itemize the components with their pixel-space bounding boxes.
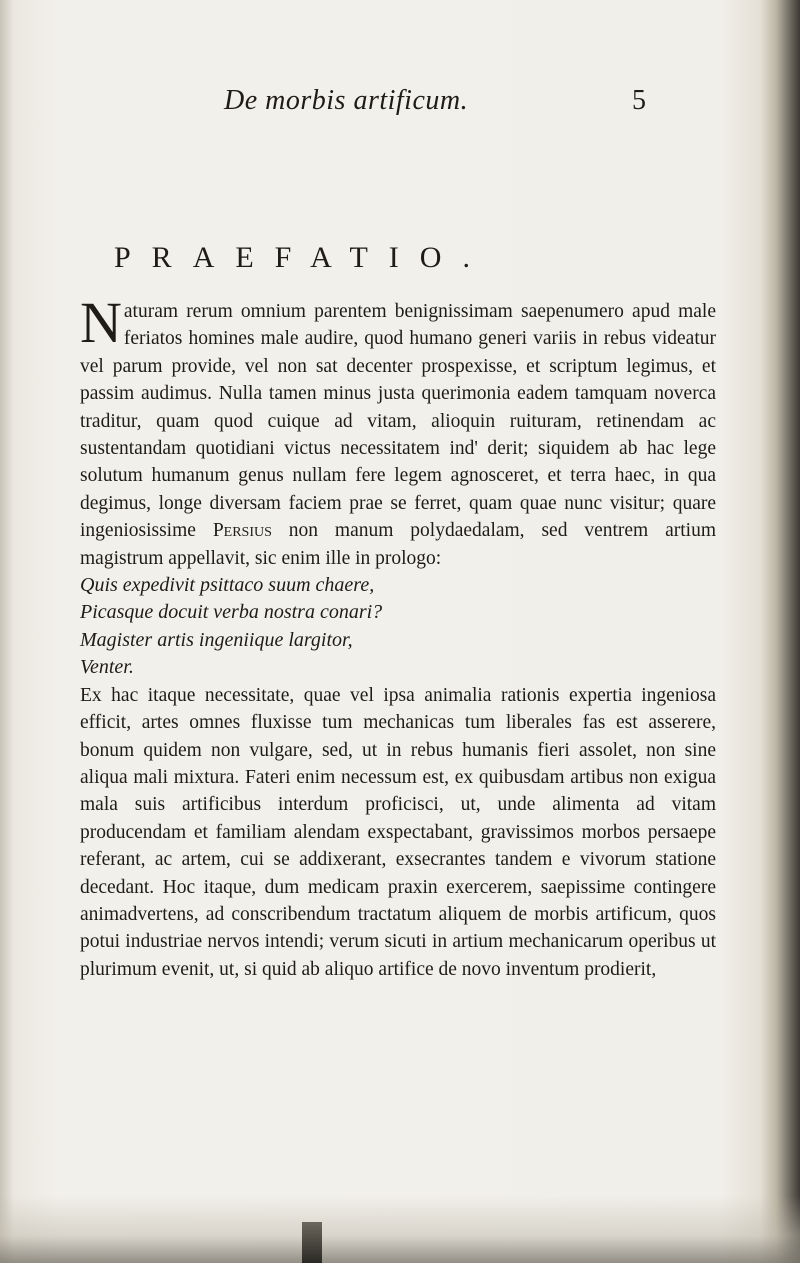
verse-line: Quis expedivit psittaco suum chaere, — [80, 574, 375, 597]
author-name: Persius — [212, 520, 272, 542]
body-text — [80, 290, 717, 983]
paragraph-1-text: aturam rerum omnium parentem benignissimam saepenumero apud male feriatos homines male audire, quod humano generi variis in rebus videatur vel parum provide, vel non sat decenter prospexisse, et scriptum legimus, et passim audimus. Nulla tamen minus justa querimonia eadem tamquam noverca traditur, quam quod cuique ad vitam, alioquin ruituram, retinendam ac sustentandam quotidiani victus necessitatem ind' derit; siquidem ab hac lege solutum humanum genus nullam fere legem agnosceret, et terra haec, in qua degimus, longe diversam faciem prae se ferret, quam quae nunc visitur; quare ingeniosissime — [80, 301, 716, 542]
running-head-title: De morbis artificum. — [224, 85, 469, 116]
verse-line: Picasque docuit verba nostra conari? — [80, 601, 383, 624]
paragraph-2: Ex hac itaque necessitate, quae vel ipsa animalia rationis expertia ingeniosa efficit, artes omnes fluxisse tum mechanicas tum liberales fas est asserere, bonum quidem non vulgare, sed, ut in rebus humanis fieri assolet, non sine aliqua mali mixtura. Fateri enim necessum est, ex quibusdam artibus non exigua mala suis artificibus interdum proficisci, ut, unde alimenta ad vitam producendam et familiam alendam exspectabant, gravissimos morbos persaepe referant, ac artem, cui se addixerant, exsecrantes tandem e vivorum statione decedant. Hoc itaque, dum medicam praxin exercerem, saepissime contingere animadvertens, ad conscribendum tractatum aliquem de morbis artificum, quos potui industriae nervos intendi; verum sicuti in artium mechanicarum operibus ut plurimum evenit, ut, si quid ab aliquo artifice de novo inventum prodierit, — [80, 684, 716, 980]
drop-cap: N — [80, 290, 122, 355]
binding-mark — [302, 1222, 322, 1263]
paragraph-1-end: non manum polydaedalam, sed ventrem artium magistrum appellavit, sic enim ille in prologo: — [80, 520, 717, 569]
verse-line: Magister artis ingeniique largitor, — [80, 628, 353, 651]
verse-line: Venter. — [80, 656, 134, 679]
section-heading: PRAEFATIO. — [114, 241, 491, 274]
running-head — [0, 85, 800, 125]
page-number: 5 — [632, 85, 646, 116]
verse-quotation — [80, 572, 716, 682]
paragraph-1 — [80, 290, 717, 572]
page-bottom-shadow — [0, 1195, 800, 1263]
